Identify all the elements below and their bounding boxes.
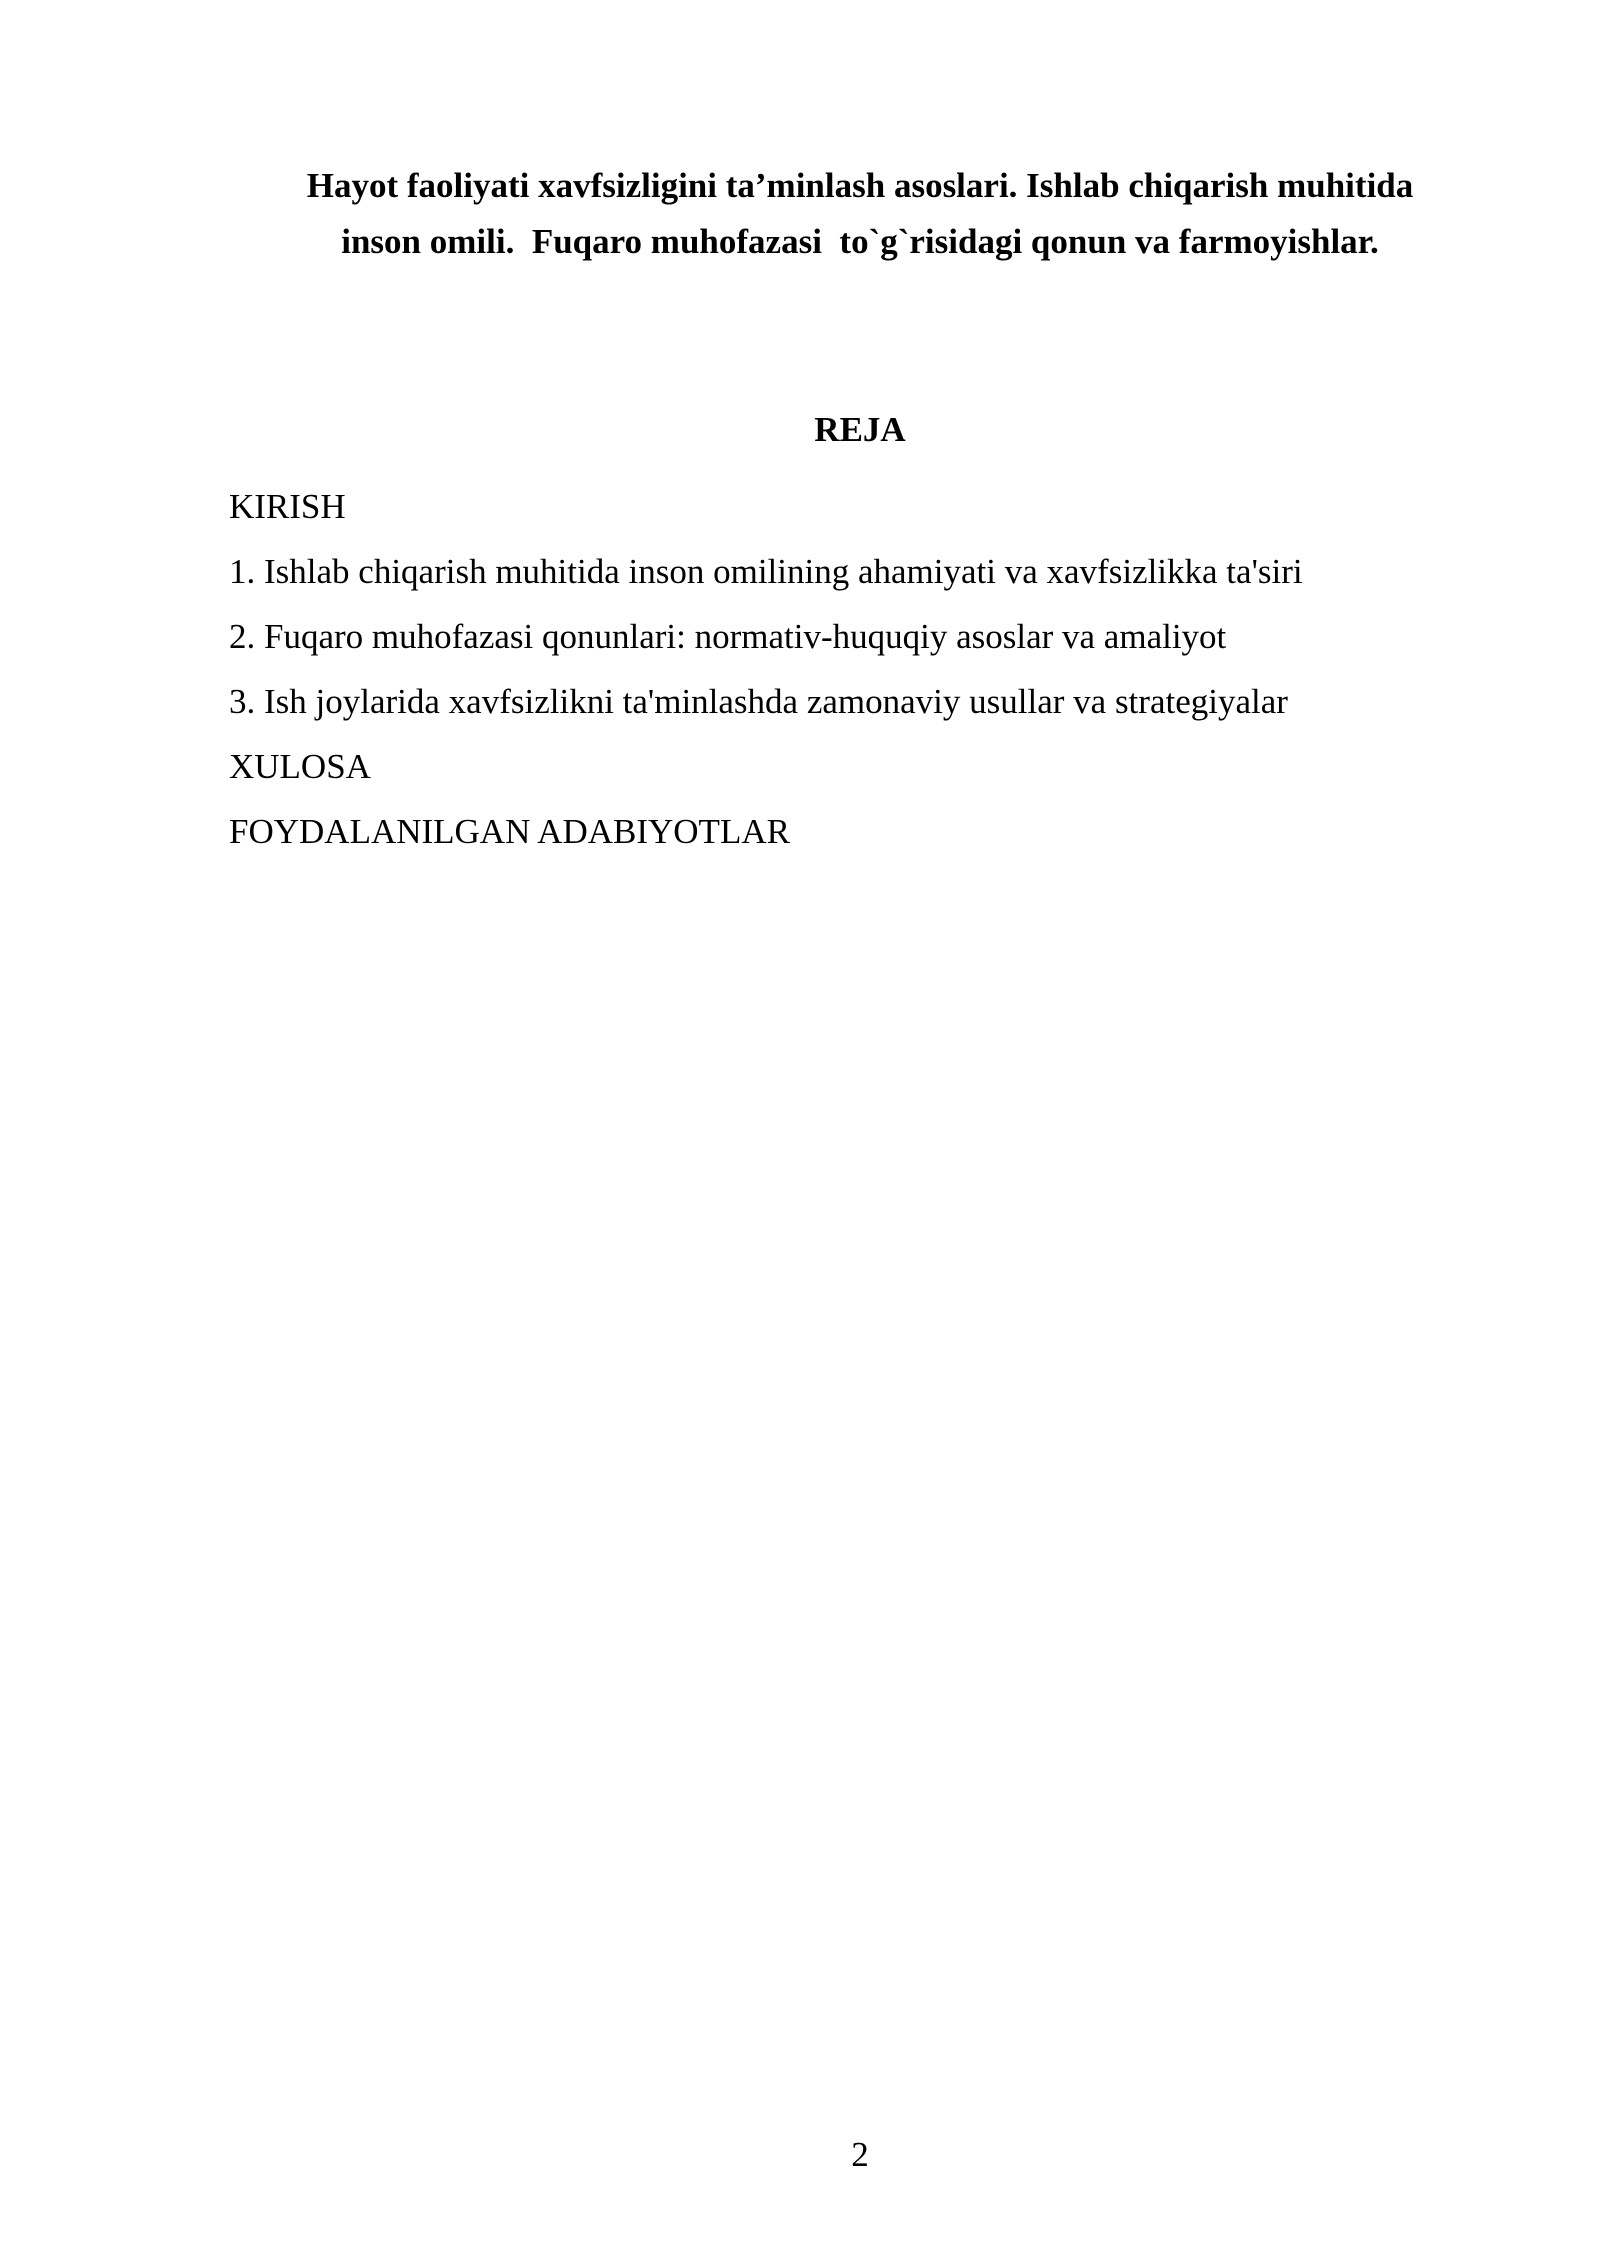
plan-item-introduction: KIRISH — [229, 487, 346, 526]
page-number: 2 — [851, 2135, 869, 2174]
plan-item-3: 3. Ish joylarida xavfsizlikni ta'minlashda zamonaviy usullar va strategiyalar — [229, 682, 1288, 721]
document-title-line: Hayot faoliyati xavfsizligini ta’minlash asoslari. Ishlab chiqarish muhitida — [306, 166, 1414, 205]
plan-item-1: 1. Ishlab chiqarish muhitida inson omilining ahamiyati va xavfsizlikka ta'siri — [229, 552, 1303, 591]
plan-item-references: FOYDALANILGAN ADABIYOTLAR — [229, 812, 790, 851]
plan-list — [229, 474, 1303, 864]
plan-heading: REJA — [814, 410, 906, 449]
plan-item-2: 2. Fuqaro muhofazasi qonunlari: normativ-huquqiy asoslar va amaliyot — [229, 617, 1227, 656]
plan-item-conclusion: XULOSA — [229, 747, 371, 786]
document-title-line: inson omili. Fuqaro muhofazasi to`g`risidagi qonun va farmoyishlar. — [341, 222, 1379, 261]
document-title — [230, 158, 1490, 270]
